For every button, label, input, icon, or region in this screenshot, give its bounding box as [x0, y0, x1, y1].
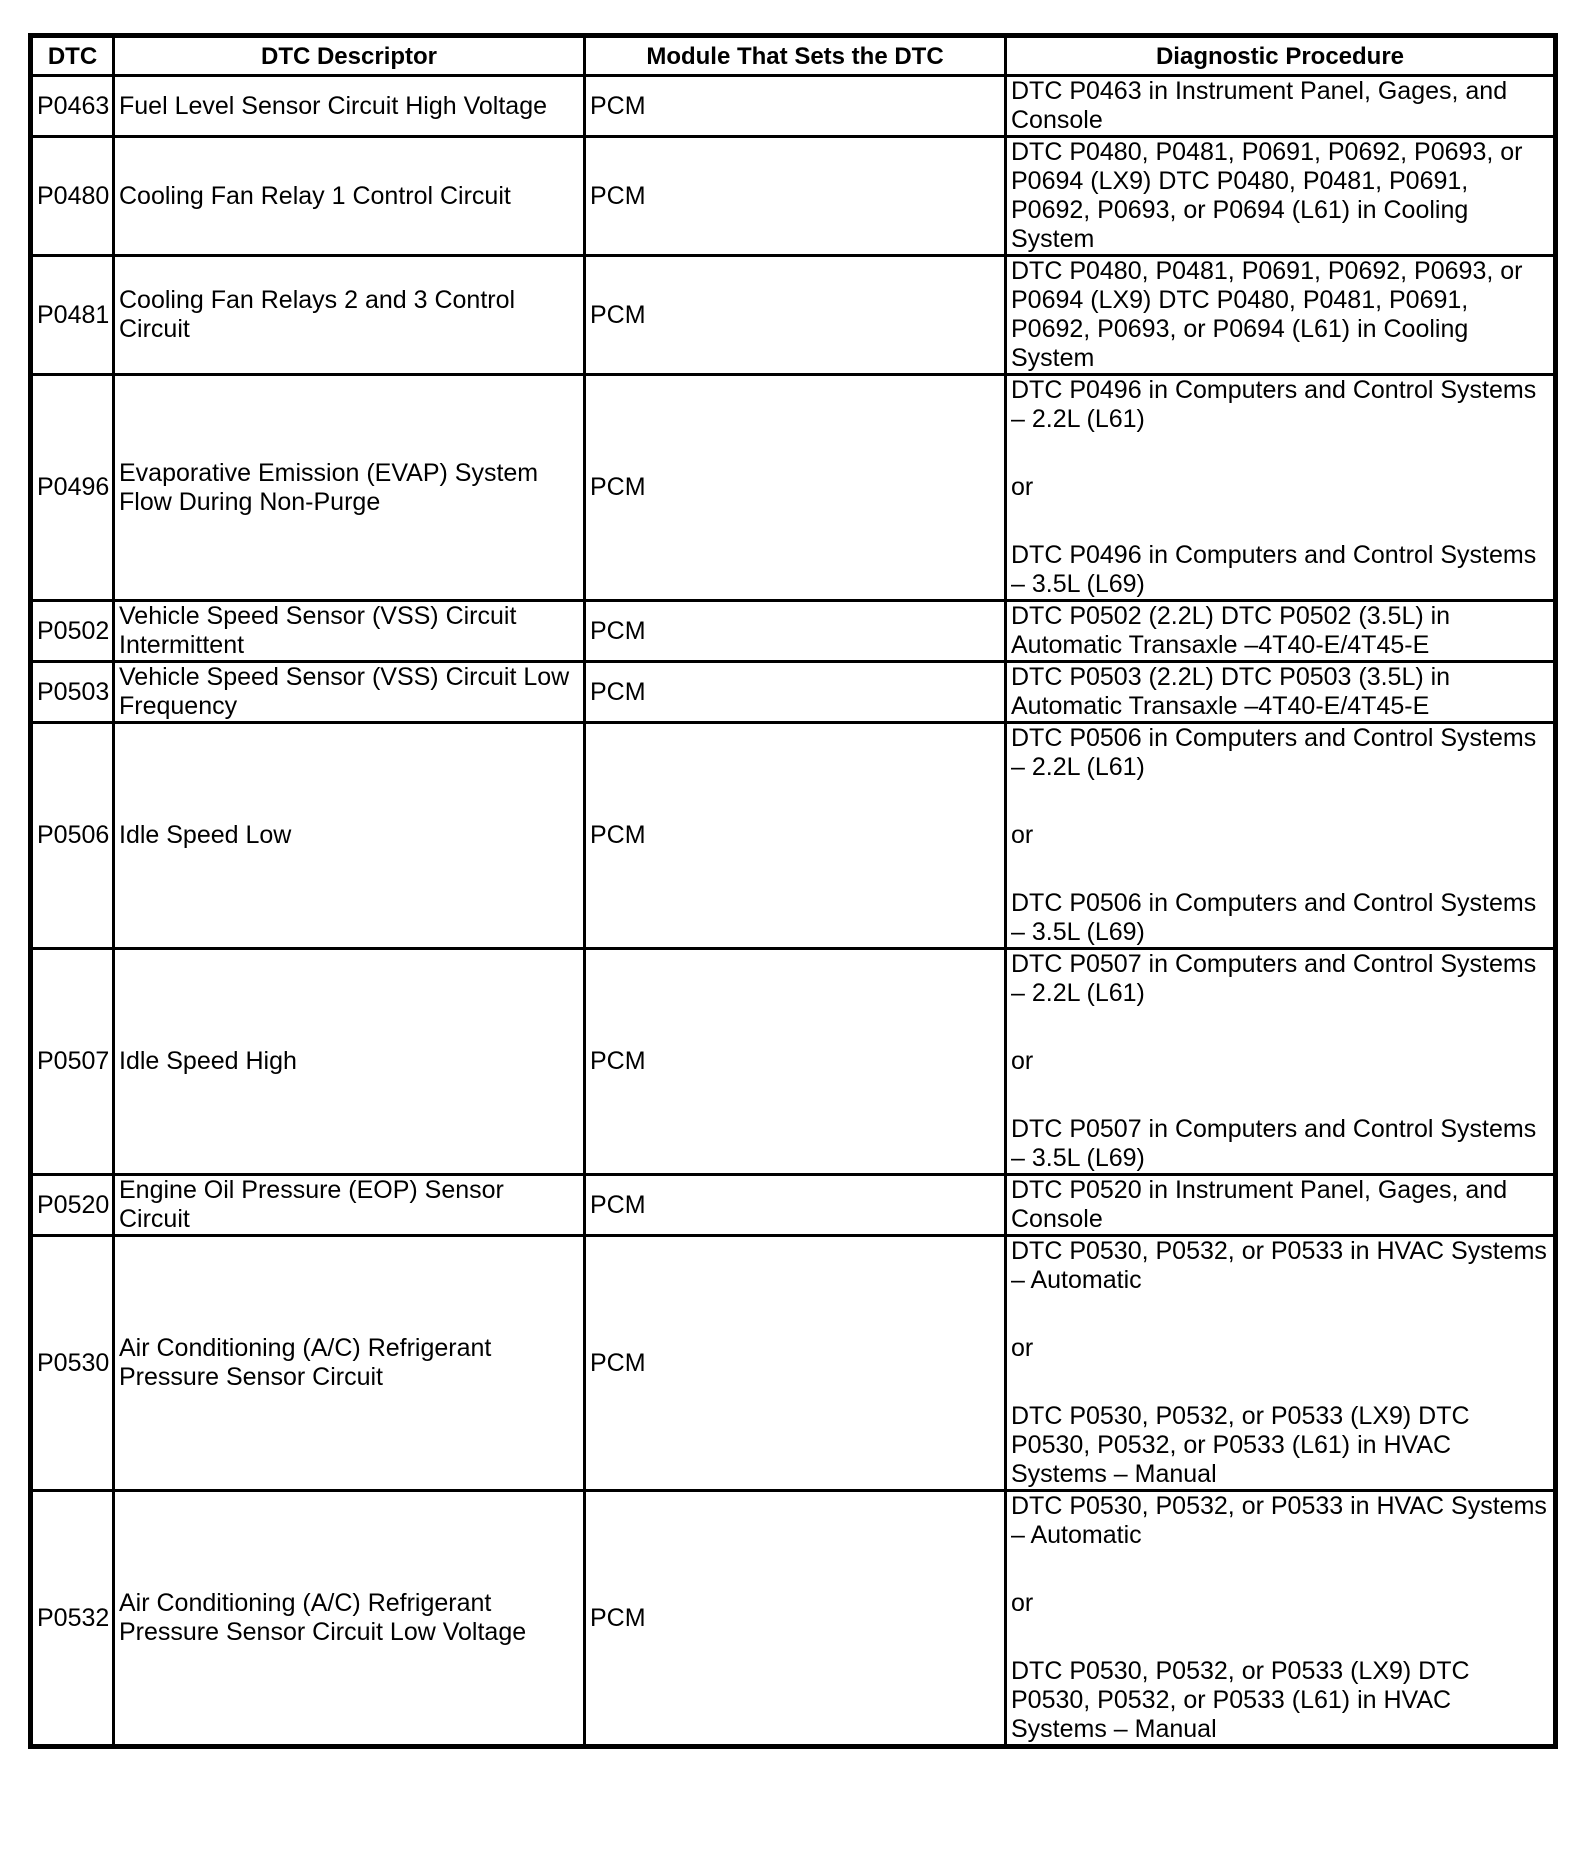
header-row	[31, 36, 1556, 76]
procedure-line: DTC P0496 in Computers and Control Systems – 3.5L (L69)	[1011, 541, 1537, 598]
procedure-spacer	[1011, 850, 1549, 889]
procedure-spacer	[1011, 502, 1549, 541]
procedure-line: DTC P0506 in Computers and Control Systems – 3.5L (L69)	[1011, 889, 1537, 946]
header-module: Module That Sets the DTC	[585, 36, 1006, 76]
cell-procedure	[1006, 662, 1556, 723]
cell-dtc: P0481	[31, 256, 114, 375]
cell-descriptor: Fuel Level Sensor Circuit High Voltage	[114, 76, 585, 137]
procedure-line: DTC P0530, P0532, or P0533 in HVAC Systems – Automatic	[1011, 1237, 1547, 1294]
cell-dtc: P0520	[31, 1175, 114, 1236]
cell-procedure	[1006, 949, 1556, 1175]
procedure-line: or	[1011, 1334, 1034, 1362]
cell-module: PCM	[585, 601, 1006, 662]
procedure-line: or	[1011, 1589, 1034, 1617]
cell-descriptor: Vehicle Speed Sensor (VSS) Circuit Low Frequency	[114, 662, 585, 723]
cell-module: PCM	[585, 662, 1006, 723]
table-row	[31, 601, 1556, 662]
cell-procedure	[1006, 601, 1556, 662]
cell-module: PCM	[585, 76, 1006, 137]
cell-dtc: P0503	[31, 662, 114, 723]
cell-module: PCM	[585, 723, 1006, 949]
cell-module: PCM	[585, 256, 1006, 375]
cell-procedure	[1006, 1175, 1556, 1236]
cell-procedure	[1006, 723, 1556, 949]
procedure-line: DTC P0496 in Computers and Control Systems – 2.2L (L61)	[1011, 376, 1537, 433]
procedure-spacer	[1011, 1008, 1549, 1047]
table-row	[31, 662, 1556, 723]
procedure-line: or	[1011, 821, 1034, 849]
table-row	[31, 1175, 1556, 1236]
procedure-spacer	[1011, 434, 1549, 473]
procedure-line: DTC P0530, P0532, or P0533 in HVAC Systems – Automatic	[1011, 1492, 1547, 1549]
table-body	[31, 76, 1556, 1747]
procedure-line: DTC P0507 in Computers and Control Systems – 2.2L (L61)	[1011, 950, 1537, 1007]
procedure-line: DTC P0520 in Instrument Panel, Gages, and Console	[1011, 1176, 1508, 1233]
procedure-spacer	[1011, 1363, 1549, 1402]
cell-descriptor: Engine Oil Pressure (EOP) Sensor Circuit	[114, 1175, 585, 1236]
procedure-spacer	[1011, 1076, 1549, 1115]
cell-dtc: P0496	[31, 375, 114, 601]
procedure-spacer	[1011, 782, 1549, 821]
table-row	[31, 949, 1556, 1175]
cell-module: PCM	[585, 137, 1006, 256]
procedure-line: DTC P0530, P0532, or P0533 (LX9) DTC P0530, P0532, or P0533 (L61) in HVAC Systems – Manual	[1011, 1657, 1470, 1743]
table-row	[31, 1236, 1556, 1491]
cell-descriptor: Evaporative Emission (EVAP) System Flow During Non-Purge	[114, 375, 585, 601]
cell-dtc: P0463	[31, 76, 114, 137]
cell-procedure	[1006, 1491, 1556, 1747]
cell-dtc: P0480	[31, 137, 114, 256]
cell-module: PCM	[585, 949, 1006, 1175]
header-dtc: DTC	[31, 36, 114, 76]
cell-descriptor: Air Conditioning (A/C) Refrigerant Pressure Sensor Circuit	[114, 1236, 585, 1491]
cell-descriptor: Cooling Fan Relays 2 and 3 Control Circuit	[114, 256, 585, 375]
table-row	[31, 256, 1556, 375]
cell-descriptor: Air Conditioning (A/C) Refrigerant Pressure Sensor Circuit Low Voltage	[114, 1491, 585, 1747]
procedure-line: DTC P0530, P0532, or P0533 (LX9) DTC P0530, P0532, or P0533 (L61) in HVAC Systems – Manual	[1011, 1402, 1470, 1488]
cell-module: PCM	[585, 375, 1006, 601]
cell-descriptor: Cooling Fan Relay 1 Control Circuit	[114, 137, 585, 256]
cell-module: PCM	[585, 1175, 1006, 1236]
cell-dtc: P0532	[31, 1491, 114, 1747]
table-row	[31, 375, 1556, 601]
cell-descriptor: Idle Speed High	[114, 949, 585, 1175]
procedure-line: DTC P0463 in Instrument Panel, Gages, and Console	[1011, 77, 1508, 134]
table-row	[31, 1491, 1556, 1747]
procedure-spacer	[1011, 1295, 1549, 1334]
cell-procedure	[1006, 1236, 1556, 1491]
header-procedure: Diagnostic Procedure	[1006, 36, 1556, 76]
cell-dtc: P0506	[31, 723, 114, 949]
cell-dtc: P0507	[31, 949, 114, 1175]
procedure-line: DTC P0506 in Computers and Control Systems – 2.2L (L61)	[1011, 724, 1537, 781]
cell-dtc: P0502	[31, 601, 114, 662]
cell-procedure	[1006, 76, 1556, 137]
table-row	[31, 76, 1556, 137]
dtc-table	[28, 33, 1558, 1749]
procedure-spacer	[1011, 1550, 1549, 1589]
procedure-line: DTC P0503 (2.2L) DTC P0503 (3.5L) in Automatic Transaxle –4T40-E/4T45-E	[1011, 663, 1451, 720]
procedure-line: or	[1011, 473, 1034, 501]
table-row	[31, 137, 1556, 256]
procedure-spacer	[1011, 1618, 1549, 1657]
cell-procedure	[1006, 256, 1556, 375]
procedure-line: DTC P0480, P0481, P0691, P0692, P0693, or P0694 (LX9) DTC P0480, P0481, P0691, P0692, P0693, or P0694 (L61) in Cooling System	[1011, 257, 1523, 372]
procedure-line: DTC P0480, P0481, P0691, P0692, P0693, or P0694 (LX9) DTC P0480, P0481, P0691, P0692, P0693, or P0694 (L61) in Cooling System	[1011, 138, 1523, 253]
cell-module: PCM	[585, 1236, 1006, 1491]
cell-procedure	[1006, 375, 1556, 601]
procedure-line: DTC P0502 (2.2L) DTC P0502 (3.5L) in Automatic Transaxle –4T40-E/4T45-E	[1011, 602, 1451, 659]
cell-descriptor: Vehicle Speed Sensor (VSS) Circuit Intermittent	[114, 601, 585, 662]
cell-dtc: P0530	[31, 1236, 114, 1491]
cell-descriptor: Idle Speed Low	[114, 723, 585, 949]
cell-procedure	[1006, 137, 1556, 256]
cell-module: PCM	[585, 1491, 1006, 1747]
procedure-line: DTC P0507 in Computers and Control Systems – 3.5L (L69)	[1011, 1115, 1537, 1172]
header-descriptor: DTC Descriptor	[114, 36, 585, 76]
procedure-line: or	[1011, 1047, 1034, 1075]
table-row	[31, 723, 1556, 949]
